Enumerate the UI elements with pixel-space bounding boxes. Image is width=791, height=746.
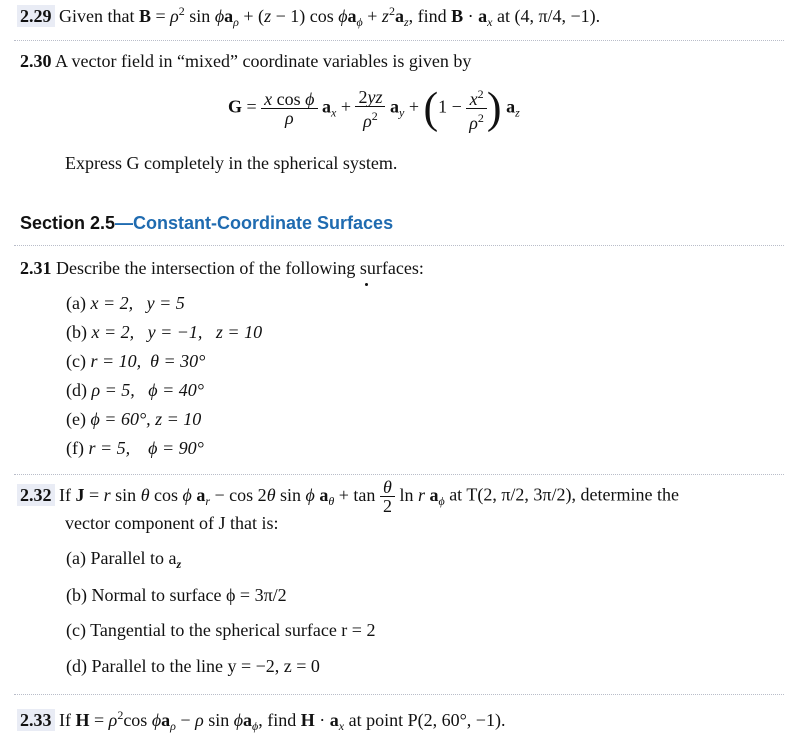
- divider: [14, 40, 784, 41]
- list-item: [66, 293, 185, 314]
- list-item: [66, 620, 375, 641]
- list-item: [66, 656, 320, 677]
- item-label: (d): [66, 656, 87, 676]
- problem-formula: $B = \rho^2$ $\sin \phi a_\rho + (z - 1)$ $\cos \phi a_\phi + z^2a_z$,: [138, 4, 414, 29]
- list-item: [66, 380, 204, 401]
- section-title: Constant-Coordinate Surfaces: [133, 213, 394, 233]
- item-text: r = 10, θ = 30°: [90, 351, 206, 371]
- item-text: x = 2, y = −1, z = 10: [91, 322, 263, 342]
- item-text: r = 5, ϕ = 90°: [88, 438, 204, 458]
- problem-text-at: at (4, π/4, −1).: [496, 6, 601, 26]
- divider: [14, 474, 784, 475]
- problem-formula: If J = r sin θ cos ϕ $a_r - \cos 2\theta$ sin ϕ $a_\theta + \tan$ $\frac{\theta}{2}$ ln r $a_\phi$: [59, 477, 445, 516]
- item-label: (a): [66, 293, 86, 313]
- problem-outro: Express G completely in the spherical system.: [65, 153, 398, 173]
- item-text: x = 2, y = 5: [90, 293, 185, 313]
- problem-line2: vector component of J that is:: [65, 513, 279, 533]
- divider: [14, 694, 784, 695]
- list-item: (a) Parallel to $a_z$: [66, 548, 182, 571]
- problem-formula: If $H = \rho^2\cos$ $\phi a_\rho - \rho$ $\sin \phi a_\phi$, find $H \cdot a_x$: [59, 708, 345, 733]
- item-text: Parallel to the line y = −2, z = 0: [91, 656, 320, 676]
- section-prefix: Section 2.5: [20, 213, 116, 233]
- problem-2-33: [20, 708, 505, 734]
- problem-2-29: [20, 4, 600, 30]
- item-label: (b): [66, 322, 87, 342]
- problem-tail: at T(2, π/2, 3π/2), determine the: [449, 484, 679, 505]
- problem-2-32: [20, 478, 679, 515]
- problem-text-find: find: [417, 6, 447, 26]
- list-item: [66, 351, 205, 372]
- problem-2-31: [20, 258, 424, 279]
- problem-2-30: [20, 51, 471, 72]
- problem-number: 2.33: [17, 709, 55, 731]
- problem-intro: A vector field in “mixed” coordinate variables is given by: [55, 51, 472, 71]
- item-text: Parallel to a: [90, 548, 177, 568]
- stray-dot: [365, 283, 368, 286]
- item-label: (c): [66, 351, 86, 371]
- item-label: (f): [66, 438, 84, 458]
- problem-number: 2.30: [20, 51, 52, 71]
- problem-text-pre: Given that: [59, 6, 135, 26]
- item-label: (a): [66, 548, 86, 568]
- item-text: Tangential to the spherical surface r = 2: [90, 620, 376, 640]
- item-label: (d): [66, 380, 87, 400]
- item-text: Normal to surface ϕ = 3π/2: [91, 585, 287, 605]
- problem-number: 2.31: [20, 258, 52, 278]
- list-item: [66, 438, 204, 459]
- item-label: (e): [66, 409, 86, 429]
- section-heading: [20, 213, 393, 234]
- equation-G: G = $\frac{\text{x cos ϕ}}{\rho}$ $a_x$ + $\frac{2yz}{\rho^2}$ $a_y + (1$ − $\frac{x^2}{\rho^2}$ ) $a_z$: [228, 83, 520, 133]
- problem-intro: Describe the intersection of the following surfaces:: [56, 258, 424, 278]
- section-dash: —: [115, 213, 134, 233]
- item-label: (b): [66, 585, 87, 605]
- list-item: [66, 322, 262, 343]
- list-item: [66, 585, 287, 606]
- problem-number: 2.32: [17, 484, 55, 506]
- item-label: (c): [66, 620, 86, 640]
- list-item: [66, 409, 201, 430]
- problem-tail: at point P(2, 60°, −1).: [348, 710, 506, 730]
- item-text: ϕ = 60°, z = 10: [90, 409, 202, 429]
- item-text: ρ = 5, ϕ = 40°: [91, 380, 204, 400]
- problem-dot-product: $B \cdot a_x$: [451, 6, 493, 29]
- divider: [14, 245, 784, 246]
- problem-number: 2.29: [17, 5, 55, 27]
